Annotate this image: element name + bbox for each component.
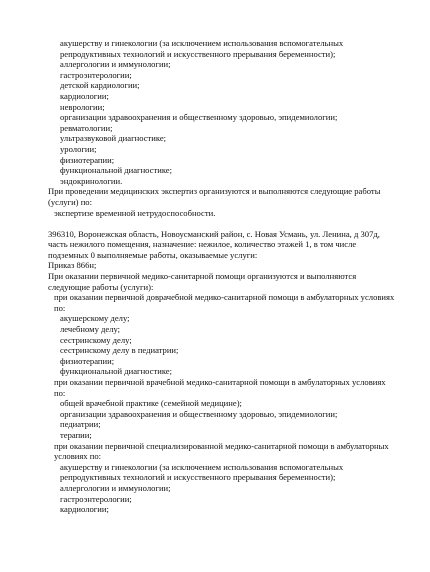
text-line: при оказании первичной доврачебной медико-санитарной помощи в амбулаторных условиях по:: [54, 292, 395, 313]
document-body: [48, 38, 396, 515]
text-section: [48, 38, 396, 218]
text-line: общей врачебной практике (семейной медицине);: [60, 398, 242, 409]
text-line: гастроэнтерологии;: [60, 69, 132, 80]
text-line: физиотерапии;: [60, 355, 115, 366]
text-line: акушерскому делу;: [60, 313, 130, 324]
text-section: [48, 229, 396, 515]
text-line: гастроэнтерологии;: [60, 493, 132, 504]
text-line: акушерству и гинекологии (за исключением использования вспомогательных репродуктивных технологий и искусственного прерывания беременности);: [60, 461, 344, 483]
text-line: неврологии;: [60, 101, 105, 112]
text-line: урологии;: [60, 143, 97, 154]
text-line: экспертизе временной нетрудоспособности.: [54, 207, 216, 218]
text-line: при оказании первичной специализированной медико-санитарной помощи в амбулаторных условиях по:: [54, 440, 389, 462]
text-line: терапии;: [60, 429, 92, 440]
text-line: акушерству и гинекологии (за исключением использования вспомогательных репродуктивных технологий и искусственного прерывания беременности);: [60, 38, 344, 59]
text-line: детской кардиологии;: [60, 80, 140, 91]
text-line: физиотерапии;: [60, 154, 115, 165]
text-line: сестринскому делу;: [60, 334, 132, 345]
text-line: сестринскому делу в педиатрии;: [60, 345, 179, 356]
text-line: аллергологии и иммунологии;: [60, 482, 171, 493]
text-line: 396310, Воронежская область, Новоусманский район, с. Новая Усмань, ул. Ленина, д 307д, часть нежилого помещения, назначение: нежилое, количество этажей 1, в том числе подземных 0 выполняемые работы, оказываемые услуги:: [48, 228, 380, 260]
text-line: При проведении медицинских экспертиз организуются и выполняются следующие работы (услуги) по:: [48, 186, 381, 207]
text-line: организации здравоохранения и общественному здоровью, эпидемиологии;: [60, 408, 338, 419]
text-line: функциональной диагностике;: [60, 366, 173, 377]
text-line: кардиологии;: [60, 90, 109, 101]
text-line: кардиологии;: [60, 504, 109, 515]
text-line: При оказании первичной медико-санитарной помощи организуются и выполняются следующие работы (услуги):: [48, 271, 357, 292]
text-line: ультразвуковой диагностике;: [60, 133, 167, 144]
text-line: при оказании первичной врачебной медико-санитарной помощи в амбулаторных условиях по:: [54, 377, 386, 398]
text-line: ревматологии;: [60, 122, 113, 133]
text-line: педиатрии;: [60, 419, 101, 430]
text-line: эндокринологии.: [60, 175, 123, 186]
text-line: аллергологии и иммунологии;: [60, 59, 171, 70]
text-line: Приказ 866н;: [48, 260, 97, 271]
text-line: организации здравоохранения и общественному здоровью, эпидемиологии;: [60, 112, 338, 123]
text-line: лечебному делу;: [60, 324, 121, 335]
text-line: функциональной диагностике;: [60, 165, 173, 176]
